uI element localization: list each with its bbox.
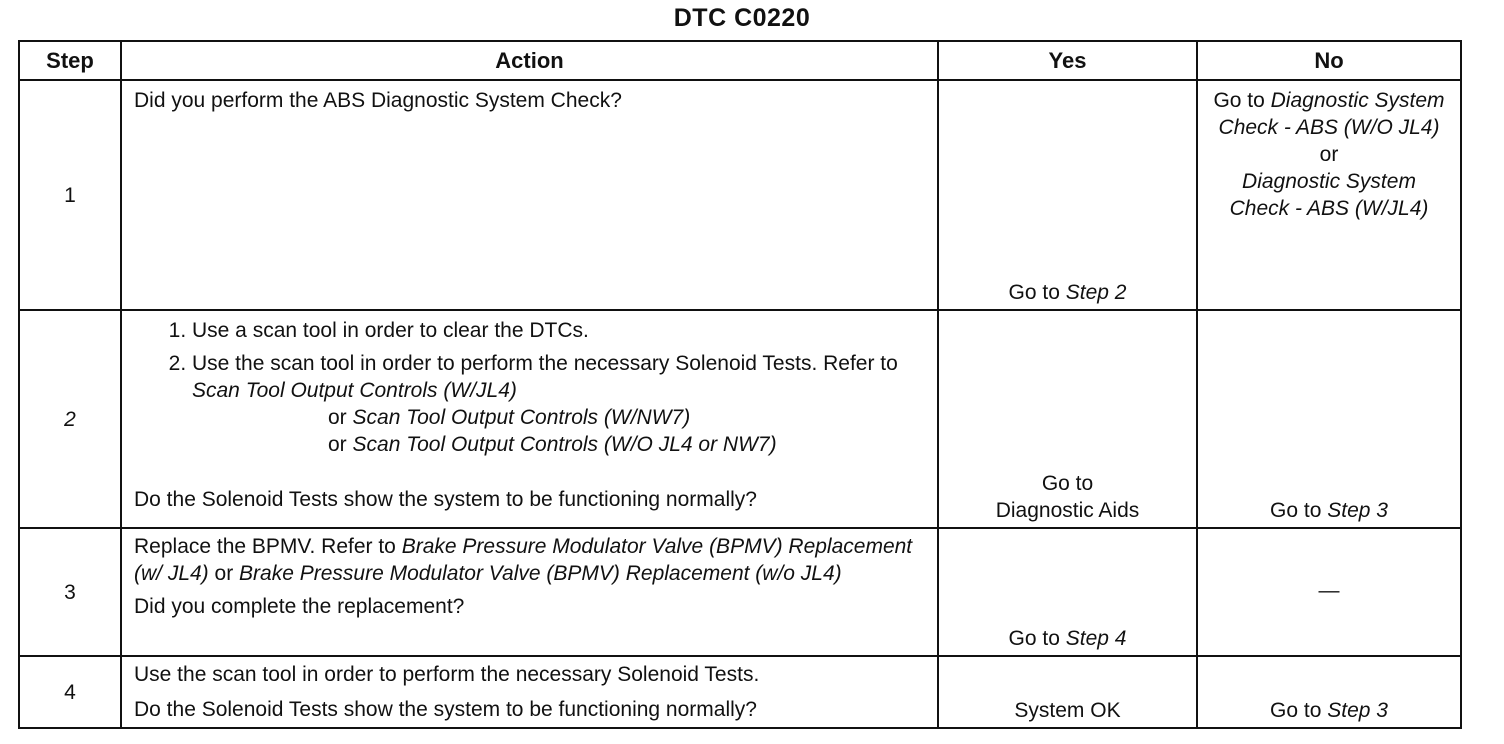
yes-prefix: Go to: [1008, 627, 1066, 650]
action-steps-list: [134, 317, 927, 458]
header-step: Step: [19, 41, 121, 80]
action-text-block: [134, 533, 927, 587]
no-prefix: Go to: [1270, 499, 1328, 522]
reference-link[interactable]: Scan Tool Output Controls (W/JL4): [192, 379, 517, 402]
action-cell: [121, 656, 938, 728]
header-no: No: [1197, 41, 1461, 80]
header-yes: Yes: [938, 41, 1197, 80]
or-label: or: [208, 562, 240, 585]
reference-link[interactable]: Brake Pressure Modulator Valve (BPMV) Replacement (w/o JL4): [239, 562, 842, 585]
question-text: Did you complete the replacement?: [134, 595, 465, 618]
action-cell: [121, 310, 938, 528]
no-cell: [1197, 656, 1461, 728]
yes-cell: [938, 528, 1197, 656]
yes-link[interactable]: Step 2: [1065, 281, 1127, 304]
action-text: Did you perform the ABS Diagnostic System Check?: [134, 89, 622, 112]
no-link-2[interactable]: Diagnostic System Check - ABS (W/JL4): [1229, 170, 1429, 220]
table-row: [19, 656, 1461, 728]
action-cell: [121, 528, 938, 656]
diagnostic-table: [18, 40, 1462, 729]
step-number: 4: [19, 656, 121, 728]
reference-link[interactable]: Brake Pressure Modulator Valve (BPMV) Replacement (w/ JL4): [134, 535, 913, 585]
page-title: DTC C0220: [673, 4, 811, 32]
no-cell: —: [1197, 528, 1461, 656]
yes-cell: [938, 80, 1197, 310]
no-cell: [1197, 310, 1461, 528]
yes-cell: [938, 310, 1197, 528]
yes-line-1: Go to: [1041, 472, 1094, 495]
yes-prefix: Go to: [1008, 281, 1066, 304]
step-number: 1: [19, 80, 121, 310]
list-item: 1. Use a scan tool in order to clear the DTCs.: [192, 317, 927, 344]
no-link-1[interactable]: Diagnostic System Check - ABS (W/O JL4): [1218, 89, 1445, 139]
no-prefix: Go to: [1213, 89, 1271, 112]
item-text: Use the scan tool in order to perform the necessary Solenoid Tests. Refer to: [192, 352, 898, 375]
or-label: or: [328, 406, 353, 429]
step-number: 2: [19, 310, 121, 528]
yes-line-2[interactable]: Diagnostic Aids: [995, 499, 1140, 522]
no-cell: [1197, 80, 1461, 310]
or-label: or: [328, 433, 353, 456]
question-text: Do the Solenoid Tests show the system to be functioning normally?: [134, 488, 757, 511]
list-item: [192, 350, 927, 458]
table-row: [19, 528, 1461, 656]
no-or: or: [1319, 143, 1339, 166]
no-prefix: Go to: [1270, 699, 1328, 722]
no-link[interactable]: Step 3: [1327, 699, 1388, 722]
table-row: [19, 80, 1461, 310]
action-text: Use the scan tool in order to perform the necessary Solenoid Tests.: [134, 663, 760, 686]
action-cell: [121, 80, 938, 310]
header-action: Action: [121, 41, 938, 80]
reference-link[interactable]: Scan Tool Output Controls (W/O JL4 or NW7): [352, 433, 777, 456]
action-text: Replace the BPMV. Refer to: [134, 535, 402, 558]
question-text: Do the Solenoid Tests show the system to be functioning normally?: [134, 698, 757, 721]
table-header-row: [19, 41, 1461, 80]
yes-cell: System OK: [938, 656, 1197, 728]
yes-link[interactable]: Step 4: [1065, 627, 1127, 650]
reference-link[interactable]: Scan Tool Output Controls (W/NW7): [352, 406, 691, 429]
table-row: [19, 310, 1461, 528]
no-link[interactable]: Step 3: [1327, 499, 1388, 522]
step-number: 3: [19, 528, 121, 656]
